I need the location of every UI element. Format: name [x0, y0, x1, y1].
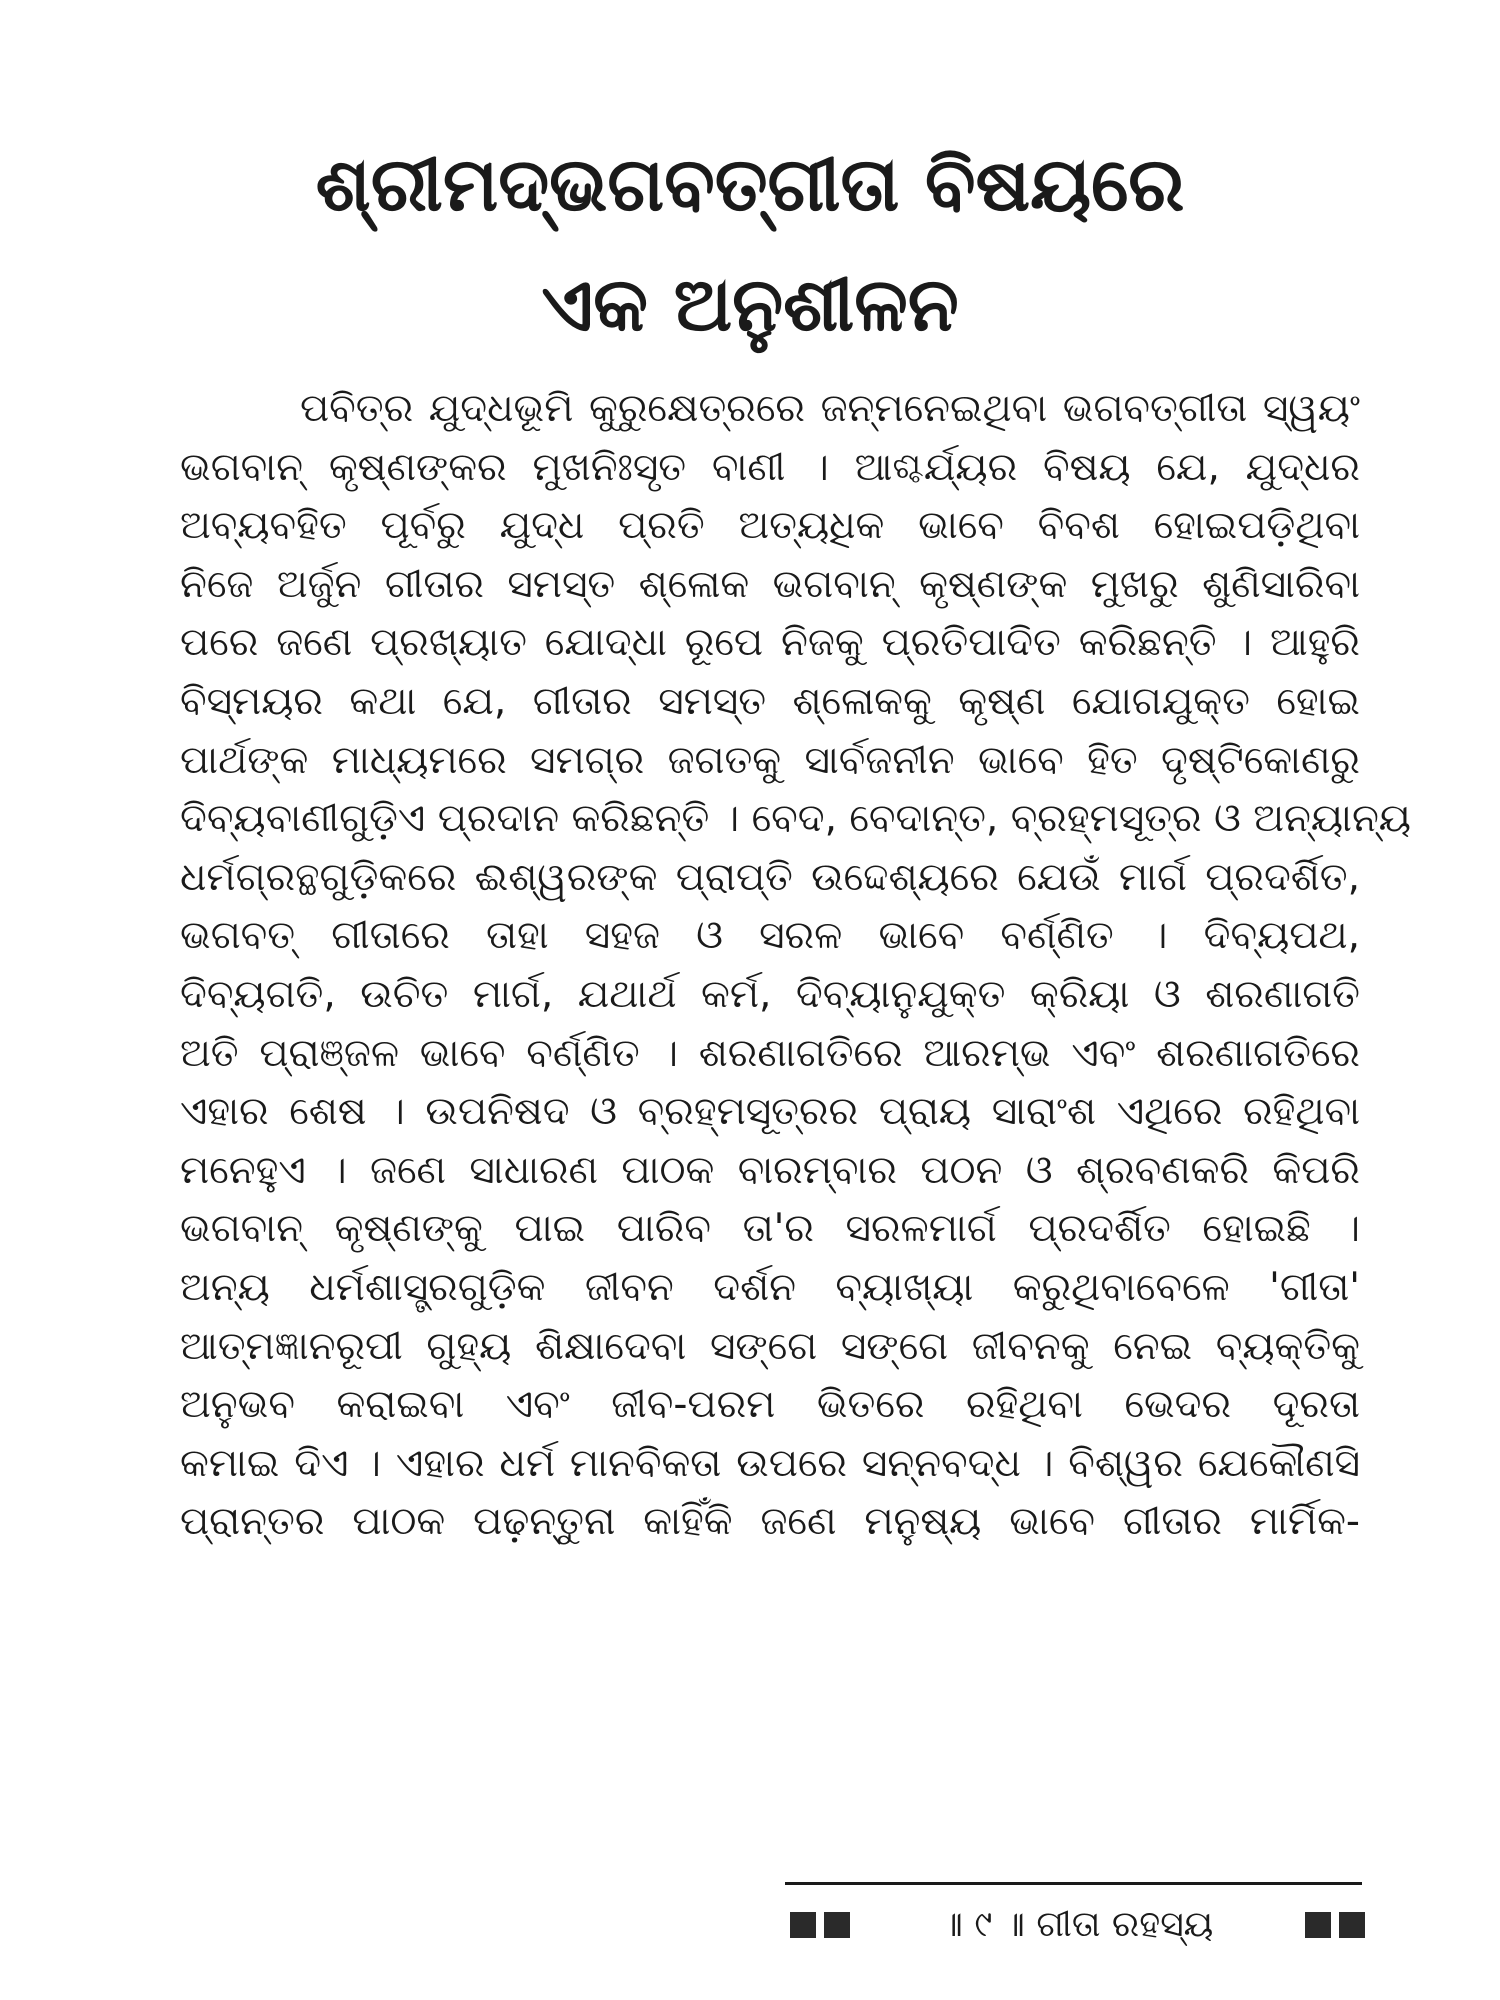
text-line: ଭଗବାନ୍ କୃଷ୍ଣଙ୍କର ମୁଖନିଃସୃତ ବାଣୀ । ଆଶ୍ଚର୍ଯ୍ୟର ବିଷୟ ଯେ, ଯୁଦ୍ଧର	[180, 444, 1360, 490]
text-line: ପରେ ଜଣେ ପ୍ରଖ୍ୟାତ ଯୋଦ୍ଧା ରୂପେ ନିଜକୁ ପ୍ରତିପାଦିତ କରିଛନ୍ତି । ଆହୁରି	[180, 620, 1360, 666]
text-line: ଅନୁଭବ କରାଇବା ଏବଂ ଜୀବ-ପରମ ଭିତରେ ରହିଥିବା ଭେଦର ଦୂରତା	[180, 1382, 1360, 1428]
square-ornament-icon	[790, 1912, 816, 1938]
text-line: ଅନ୍ୟ ଧର୍ମଶାସ୍ତ୍ରଗୁଡ଼ିକ ଜୀବନ ଦର୍ଶନ ବ୍ୟାଖ୍ୟା କରୁଥିବାବେଳେ 'ଗୀତା'	[180, 1264, 1360, 1310]
body-paragraph	[180, 380, 1411, 1552]
square-ornament-icon	[1339, 1912, 1365, 1938]
text-line: ନିଜେ ଅର୍ଜୁନ ଗୀତାର ସମସ୍ତ ଶ୍ଳୋକ ଭଗବାନ୍ କୃଷ୍ଣଙ୍କ ମୁଖରୁ ଶୁଣିସାରିବା	[180, 561, 1360, 607]
text-line: ଭଗବାନ୍ କୃଷ୍ଣଙ୍କୁ ପାଇ ପାରିବ ତା'ର ସରଳମାର୍ଗ ପ୍ରଦର୍ଶିତ ହୋଇଛି ।	[180, 1206, 1360, 1252]
text-line: ଭଗବତ୍ ଗୀତାରେ ତାହା ସହଜ ଓ ସରଳ ଭାବେ ବର୍ଣ୍ଣିତ । ଦିବ୍ୟପଥ,	[180, 913, 1360, 959]
square-ornament-icon	[1305, 1912, 1331, 1938]
footer-divider	[785, 1882, 1362, 1885]
square-ornament-icon	[824, 1912, 850, 1938]
text-line: ମନେହୁଏ । ଜଣେ ସାଧାରଣ ପାଠକ ବାରମ୍ବାର ପଠନ ଓ ଶ୍ରବଣକରି କିପରି	[180, 1147, 1360, 1193]
page-title-line-1: ଶ୍ରୀମଦ୍ଭଗବତ୍‌ଗୀତା ବିଷୟରେ	[315, 142, 1185, 228]
footer-ornament-right	[1305, 1912, 1365, 1938]
page-title-line-2: ଏକ ଅନୁଶୀଳନ	[541, 262, 959, 348]
text-line: ପାର୍ଥଙ୍କ ମାଧ୍ୟମରେ ସମଗ୍ର ଜଗତକୁ ସାର୍ବଜନୀନ ଭାବେ ହିତ ଦୃଷ୍ଟିକୋଣରୁ	[180, 737, 1360, 783]
text-line: ବିସ୍ମୟର କଥା ଯେ, ଗୀତାର ସମସ୍ତ ଶ୍ଳୋକକୁ କୃଷ୍ଣ ଯୋଗଯୁକ୍ତ ହୋଇ	[180, 678, 1360, 724]
text-line: ଦିବ୍ୟବାଣୀଗୁଡ଼ିଏ ପ୍ରଦାନ କରିଛନ୍ତି । ବେଦ, ବେଦାନ୍ତ, ବ୍ରହ୍ମସୂତ୍ର ଓ ଅନ୍ୟାନ୍ୟ	[180, 796, 1411, 842]
text-line: କମାଇ ଦିଏ । ଏହାର ଧର୍ମ ମାନବିକତା ଉପରେ ସନ୍ନବଦ୍ଧ । ବିଶ୍ୱର ଯେକୌଣସି	[180, 1440, 1360, 1486]
text-line: ଏହାର ଶେଷ । ଉପନିଷଦ ଓ ବ୍ରହ୍ମସୂତ୍ରର ପ୍ରାୟ ସାରାଂଶ ଏଥିରେ ରହିଥିବା	[180, 1089, 1360, 1135]
text-line: ପବିତ୍ର ଯୁଦ୍ଧଭୂମି କୁରୁକ୍ଷେତ୍ରରେ ଜନ୍ମନେଇଥିବା ଭଗବତ୍‌ଗୀତା ସ୍ୱୟଂ	[300, 386, 1360, 431]
footer-page-label: ॥ ୯ ॥ ଗୀତା ରହସ୍ୟ	[941, 1904, 1214, 1945]
page-footer	[790, 1900, 1365, 1950]
text-line: ପ୍ରାନ୍ତର ପାଠକ ପଢ଼ନ୍ତୁନା କାହିଁକି ଜଣେ ମନୁଷ୍ୟ ଭାବେ ଗୀତାର ମାର୍ମିକ-	[180, 1499, 1360, 1545]
text-line: ଅବ୍ୟବହିତ ପୂର୍ବରୁ ଯୁଦ୍ଧ ପ୍ରତି ଅତ୍ୟଧିକ ଭାବେ ବିବଶ ହୋଇପଡ଼ିଥିବା	[180, 503, 1360, 549]
footer-ornament-left	[790, 1912, 850, 1938]
text-line: ଧର୍ମଗ୍ରନ୍ଥଗୁଡ଼ିକରେ ଈଶ୍ୱରଙ୍କ ପ୍ରାପ୍ତି ଉଦ୍ଦେଶ୍ୟରେ ଯେଉଁ ମାର୍ଗ ପ୍ରଦର୍ଶିତ,	[180, 854, 1360, 900]
text-line: ଅତି ପ୍ରାଞ୍ଜଳ ଭାବେ ବର୍ଣ୍ଣିତ । ଶରଣାଗତିରେ ଆରମ୍ଭ ଏବଂ ଶରଣାଗତିରେ	[180, 1030, 1360, 1076]
text-line: ଆତ୍ମଜ୍ଞାନରୂପୀ ଗୁହ୍ୟ ଶିକ୍ଷାଦେବା ସଙ୍ଗେ ସଙ୍ଗେ ଜୀବନକୁ ନେଇ ବ୍ୟକ୍ତିକୁ	[180, 1323, 1360, 1369]
text-line: ଦିବ୍ୟଗତି, ଉଚିତ ମାର୍ଗ, ଯଥାର୍ଥ କର୍ମ, ଦିବ୍ୟାନୁଯୁକ୍ତ କ୍ରିୟା ଓ ଶରଣାଗତି	[180, 971, 1360, 1017]
